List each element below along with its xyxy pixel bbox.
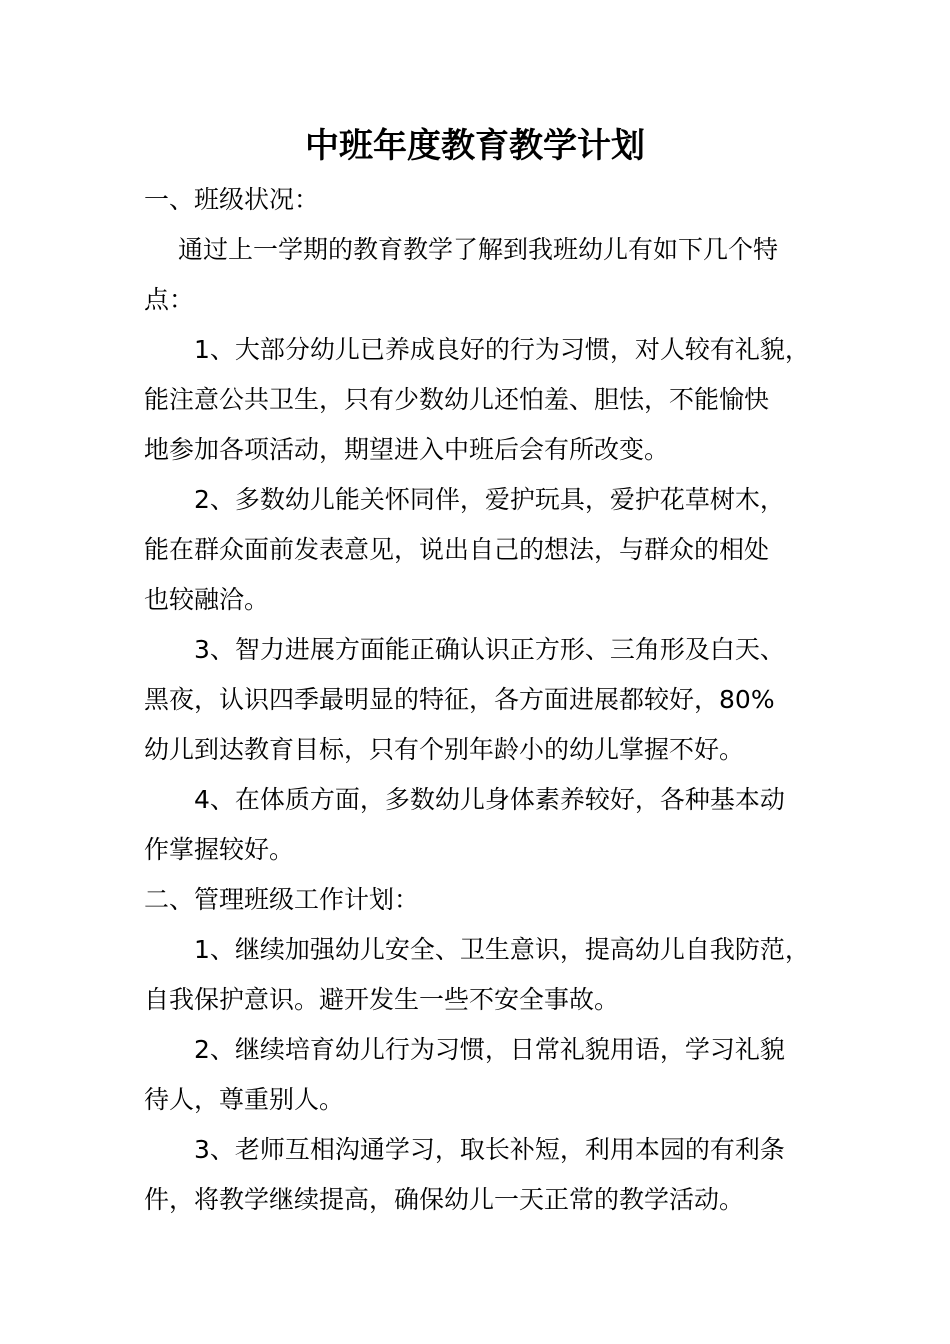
paragraph-line: 地参加各项活动，期望进入中班后会有所改变。 [144,435,670,464]
section-heading-class-status: 一、班级状况： [144,185,320,214]
list-item-line: 4、在体质方面，多数幼儿身体素养较好，各种基本动 [194,785,785,814]
list-item-line: 1、继续加强幼儿安全、卫生意识，提高幼儿自我防范， [194,935,810,964]
section-heading-class-management: 二、管理班级工作计划： [144,885,420,914]
list-item-line: 2、继续培育幼儿行为习惯，日常礼貌用语，学习礼貌 [194,1035,785,1064]
list-item-line: 2、多数幼儿能关怀同伴，爱护玩具，爱护花草树木， [194,485,785,514]
paragraph-line: 黑夜，认识四季最明显的特征，各方面进展都较好，80% [144,685,775,714]
paragraph-line: 通过上一学期的教育教学了解到我班幼儿有如下几个特 [178,235,779,264]
paragraph-line: 能注意公共卫生，只有少数幼儿还怕羞、胆怯，不能愉快 [144,385,770,414]
paragraph-line: 也较融洽。 [144,585,270,614]
paragraph-line: 件，将教学继续提高，确保幼儿一天正常的教学活动。 [144,1185,745,1214]
paragraph-line: 幼儿到达教育目标，只有个别年龄小的幼儿掌握不好。 [144,735,745,764]
paragraph-line: 待人，尊重别人。 [144,1085,345,1114]
list-item-line: 1、大部分幼儿已养成良好的行为习惯，对人较有礼貌， [194,335,810,364]
list-item-line: 3、老师互相沟通学习，取长补短，利用本园的有利条 [194,1135,785,1164]
paragraph-line: 能在群众面前发表意见，说出自己的想法，与群众的相处 [144,535,770,564]
paragraph-line: 自我保护意识。避开发生一些不安全事故。 [144,985,620,1014]
list-item-line: 3、智力进展方面能正确认识正方形、三角形及白天、 [194,635,785,664]
paragraph-line: 作掌握较好。 [144,835,295,864]
paragraph-line: 点： [144,285,195,314]
document-title: 中班年度教育教学计划 [305,126,645,166]
